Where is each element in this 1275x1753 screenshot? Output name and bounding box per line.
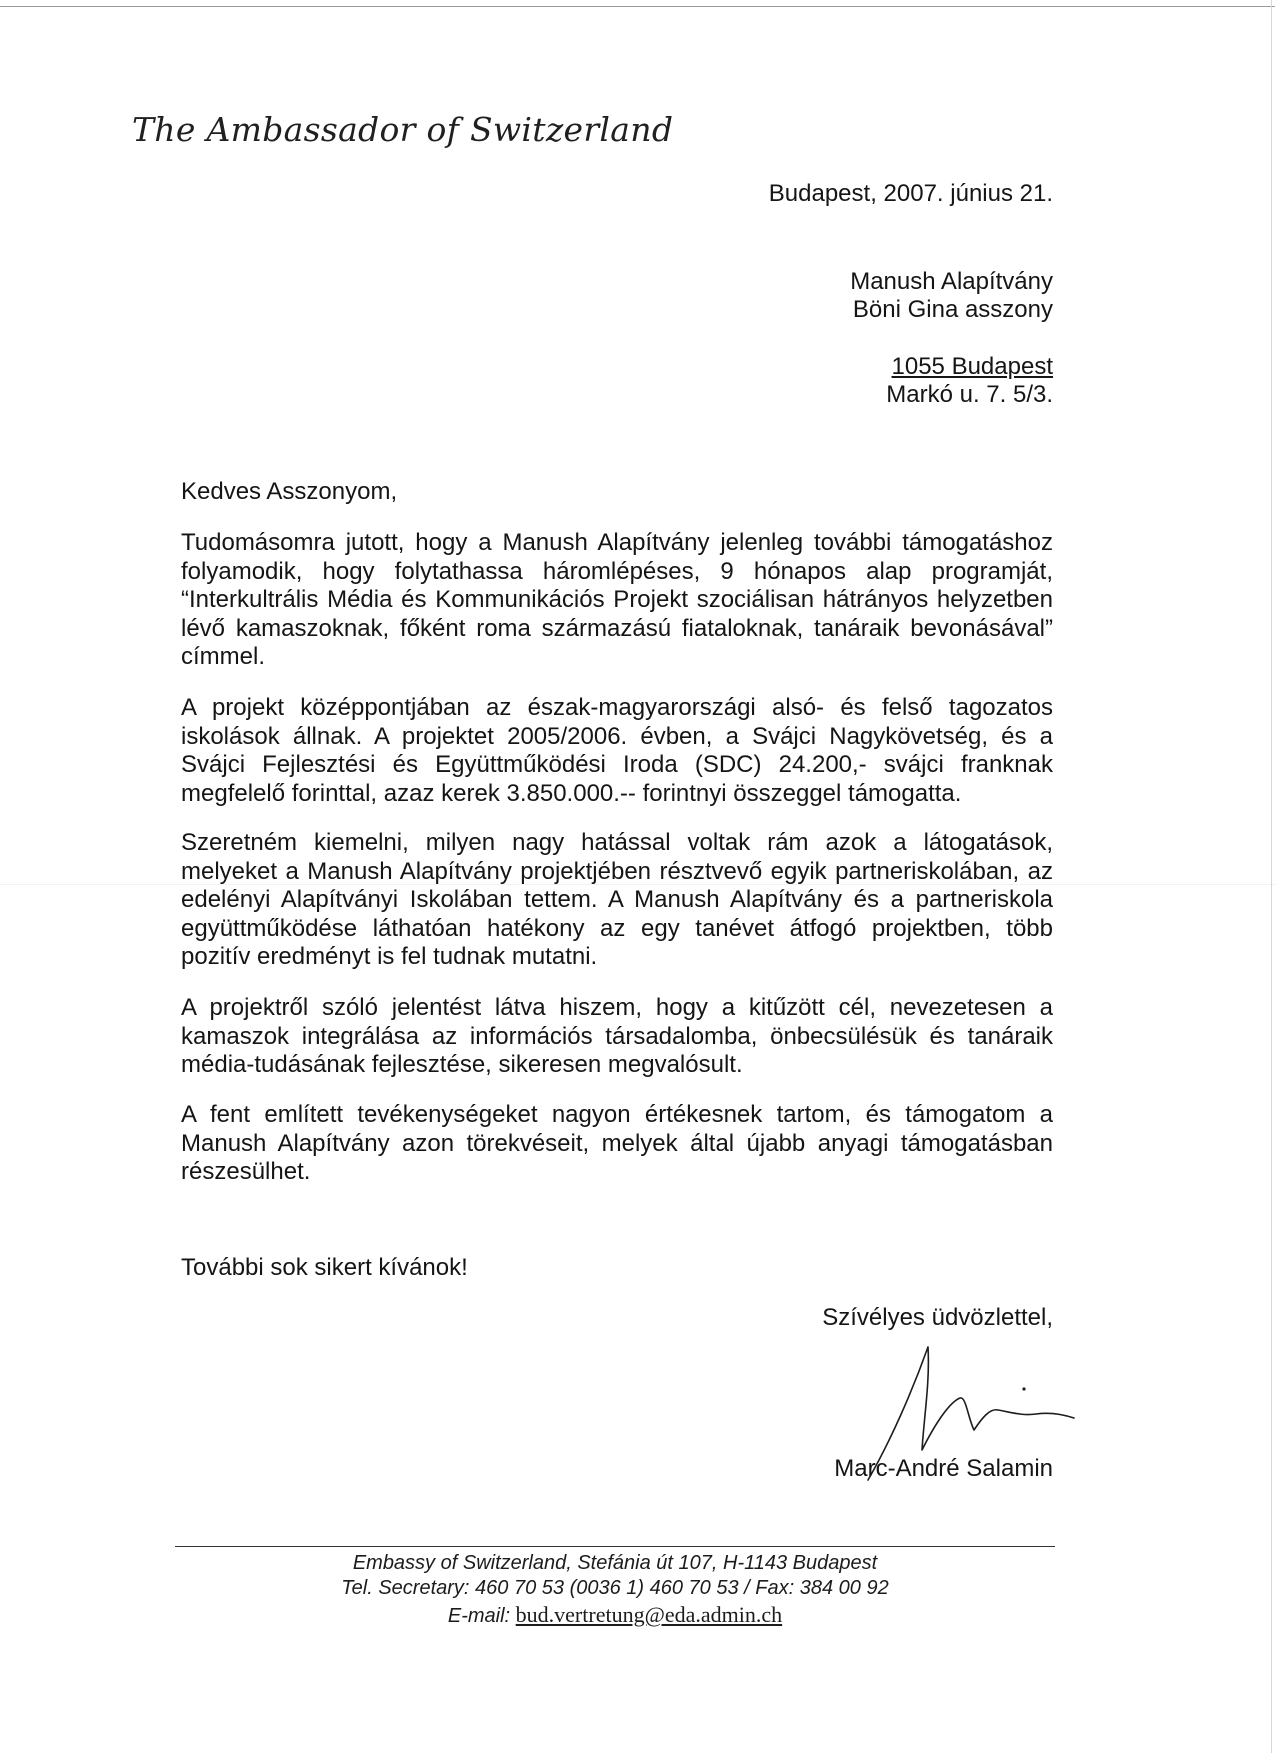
- closing-wishes: További sok sikert kívánok!: [181, 1254, 468, 1281]
- letter-date: Budapest, 2007. június 21.: [768, 180, 1053, 207]
- closing-greeting: Szívélyes üdvözlettel,: [822, 1304, 1053, 1331]
- recipient-name: Böni Gina asszony: [852, 296, 1053, 323]
- body-paragraph: Szeretném kiemelni, milyen nagy hatással voltak rám azok a látogatások, melyeket a Manush Alapítvány projektjében résztvevő egyik partneriskolában, az edelényi Alapítványi Iskolában tettem. A Manush Alapítvány és a partneriskola együttműködése láthatóan hatékony az egy tanévet átfogó projektben, több pozitív eredményt is fel tudnak mutatni.: [181, 829, 1053, 970]
- footer-email-line: [175, 1602, 1055, 1628]
- body-paragraph: A projekt középpontjában az észak-magyarországi alsó- és felső tagozatos iskolások állnak. A projektet 2005/2006. évben, a Svájci Nagykövetség, és a Svájci Fejlesztési és Együttműködési Iroda (SDC) 24.200,- svájci franknak megfelelő forinttal, azaz kerek 3.850.000.-- forintnyi összeggel támogatta.: [181, 694, 1053, 807]
- signer-name: Marc-André Salamin: [834, 1455, 1053, 1482]
- body-paragraph: A projektről szóló jelentést látva hiszem, hogy a kitűzött cél, nevezetesen a kamaszok integrálása az információs társadalomba, önbecsülésük és tanáraik média-tudásának fejlesztése, sikeresen megvalósult.: [181, 994, 1053, 1078]
- salutation: Kedves Asszonyom,: [181, 478, 398, 505]
- footer-email-link[interactable]: bud.vertretung@eda.admin.ch: [515, 1602, 783, 1627]
- body-paragraph: Tudomásomra jutott, hogy a Manush Alapítvány jelenleg további támogatáshoz folyamodik, hogy folytathassa háromlépéses, 9 hónapos alap programját, “Interkultrális Média és Kommunikációs Projekt szociálisan hátrányos helyzetben lévő kamaszoknak, főként roma származású fiataloknak, tanáraik bevonásával” címmel.: [181, 529, 1053, 670]
- scan-top-edge: [0, 6, 1275, 7]
- footer-phone: Tel. Secretary: 460 70 53 (0036 1) 460 70 53 / Fax: 384 00 92: [341, 1577, 889, 1599]
- recipient-street: Markó u. 7. 5/3.: [886, 381, 1053, 408]
- recipient-city: 1055 Budapest: [891, 353, 1053, 380]
- letterhead: The Ambassador of Switzerland: [132, 110, 674, 149]
- recipient-organization: Manush Alapítvány: [850, 268, 1053, 295]
- footer-email-label: E-mail:: [447, 1605, 511, 1627]
- footer-address: Embassy of Switzerland, Stefánia út 107, H-1143 Budapest: [352, 1552, 878, 1574]
- scan-right-edge: [1271, 0, 1272, 1753]
- footer-divider: [175, 1546, 1055, 1547]
- body-paragraph: A fent említett tevékenységeket nagyon értékesnek tartom, és támogatom a Manush Alapítvány azon törekvéseit, melyek által újabb anyagi támogatásban részesülhet.: [181, 1101, 1053, 1185]
